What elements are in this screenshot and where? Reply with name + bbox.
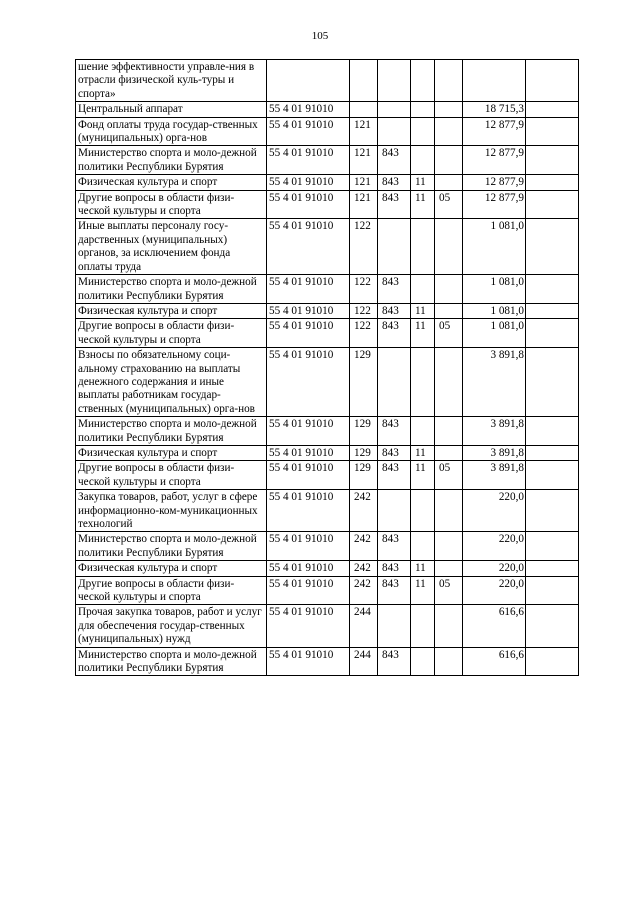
- expense-type-code-cell: 244: [350, 647, 378, 676]
- administrator-code-cell: 843: [378, 417, 411, 446]
- administrator-code-cell: 843: [378, 445, 411, 460]
- subsection-code-cell: 05: [435, 461, 463, 490]
- target-article-code-cell: 55 4 01 91010: [267, 576, 350, 605]
- target-article-code-cell: 55 4 01 91010: [267, 532, 350, 561]
- target-article-code-cell: 55 4 01 91010: [267, 190, 350, 219]
- target-article-code-cell: 55 4 01 91010: [267, 102, 350, 117]
- amount-cell: 220,0: [463, 561, 526, 576]
- extra-cell: [526, 348, 579, 417]
- expense-name-cell: Министерство спорта и моло-дежной политики Республики Бурятия: [76, 417, 267, 446]
- expense-name-cell: Министерство спорта и моло-дежной политики Республики Бурятия: [76, 275, 267, 304]
- expense-name-cell: Другие вопросы в области физи-ческой культуры и спорта: [76, 461, 267, 490]
- amount-cell: 220,0: [463, 576, 526, 605]
- extra-cell: [526, 445, 579, 460]
- expense-type-code-cell: 242: [350, 576, 378, 605]
- section-code-cell: [411, 102, 435, 117]
- expense-name-cell: шение эффективности управле-ния в отрасли физической куль-туры и спорта»: [76, 60, 267, 102]
- expense-name-cell: Министерство спорта и моло-дежной политики Республики Бурятия: [76, 647, 267, 676]
- target-article-code-cell: 55 4 01 91010: [267, 490, 350, 532]
- subsection-code-cell: [435, 303, 463, 318]
- administrator-code-cell: 843: [378, 175, 411, 190]
- section-code-cell: 11: [411, 576, 435, 605]
- subsection-code-cell: [435, 561, 463, 576]
- target-article-code-cell: 55 4 01 91010: [267, 445, 350, 460]
- extra-cell: [526, 219, 579, 275]
- section-code-cell: [411, 417, 435, 446]
- table-row: [76, 219, 579, 275]
- amount-cell: 18 715,3: [463, 102, 526, 117]
- amount-cell: 3 891,8: [463, 461, 526, 490]
- administrator-code-cell: 843: [378, 190, 411, 219]
- section-code-cell: 11: [411, 175, 435, 190]
- administrator-code-cell: [378, 60, 411, 102]
- table-row: [76, 490, 579, 532]
- extra-cell: [526, 605, 579, 647]
- amount-cell: 220,0: [463, 490, 526, 532]
- table-row: [76, 319, 579, 348]
- subsection-code-cell: [435, 605, 463, 647]
- administrator-code-cell: 843: [378, 146, 411, 175]
- target-article-code-cell: 55 4 01 91010: [267, 461, 350, 490]
- table-row: [76, 561, 579, 576]
- table-row: [76, 190, 579, 219]
- expense-type-code-cell: 122: [350, 303, 378, 318]
- extra-cell: [526, 175, 579, 190]
- subsection-code-cell: [435, 146, 463, 175]
- table-row: [76, 175, 579, 190]
- expense-name-cell: Центральный аппарат: [76, 102, 267, 117]
- table-row: [76, 605, 579, 647]
- subsection-code-cell: [435, 490, 463, 532]
- target-article-code-cell: 55 4 01 91010: [267, 275, 350, 304]
- expense-type-code-cell: 129: [350, 348, 378, 417]
- target-article-code-cell: 55 4 01 91010: [267, 561, 350, 576]
- expense-type-code-cell: 242: [350, 532, 378, 561]
- extra-cell: [526, 576, 579, 605]
- section-code-cell: 11: [411, 190, 435, 219]
- table-row: [76, 117, 579, 146]
- extra-cell: [526, 303, 579, 318]
- extra-cell: [526, 647, 579, 676]
- subsection-code-cell: [435, 348, 463, 417]
- section-code-cell: 11: [411, 303, 435, 318]
- target-article-code-cell: 55 4 01 91010: [267, 319, 350, 348]
- expense-name-cell: Закупка товаров, работ, услуг в сфере информационно-ком-муникационных технологий: [76, 490, 267, 532]
- expense-name-cell: Взносы по обязательному соци-альному страхованию на выплаты денежного содержания и иные выплаты работникам государ-ственных (муниципальных) орга-нов: [76, 348, 267, 417]
- amount-cell: 616,6: [463, 647, 526, 676]
- amount-cell: 1 081,0: [463, 219, 526, 275]
- table-row: [76, 461, 579, 490]
- extra-cell: [526, 532, 579, 561]
- expense-type-code-cell: 122: [350, 319, 378, 348]
- expense-name-cell: Физическая культура и спорт: [76, 175, 267, 190]
- extra-cell: [526, 417, 579, 446]
- section-code-cell: [411, 146, 435, 175]
- extra-cell: [526, 490, 579, 532]
- subsection-code-cell: [435, 647, 463, 676]
- extra-cell: [526, 60, 579, 102]
- expense-type-code-cell: 121: [350, 190, 378, 219]
- administrator-code-cell: [378, 102, 411, 117]
- section-code-cell: 11: [411, 445, 435, 460]
- expense-name-cell: Министерство спорта и моло-дежной политики Республики Бурятия: [76, 146, 267, 175]
- extra-cell: [526, 190, 579, 219]
- expense-type-code-cell: 121: [350, 175, 378, 190]
- expense-type-code-cell: 121: [350, 117, 378, 146]
- subsection-code-cell: [435, 445, 463, 460]
- table-row: [76, 60, 579, 102]
- table-row: [76, 445, 579, 460]
- table-body: [76, 60, 579, 676]
- section-code-cell: [411, 60, 435, 102]
- subsection-code-cell: [435, 417, 463, 446]
- subsection-code-cell: [435, 175, 463, 190]
- subsection-code-cell: [435, 219, 463, 275]
- amount-cell: [463, 60, 526, 102]
- section-code-cell: 11: [411, 461, 435, 490]
- expense-type-code-cell: 242: [350, 490, 378, 532]
- amount-cell: 1 081,0: [463, 275, 526, 304]
- section-code-cell: 11: [411, 319, 435, 348]
- expense-name-cell: Другие вопросы в области физи-ческой культуры и спорта: [76, 576, 267, 605]
- budget-table: [75, 59, 579, 676]
- target-article-code-cell: 55 4 01 91010: [267, 117, 350, 146]
- expense-type-code-cell: 242: [350, 561, 378, 576]
- section-code-cell: [411, 605, 435, 647]
- administrator-code-cell: [378, 490, 411, 532]
- section-code-cell: [411, 348, 435, 417]
- amount-cell: 3 891,8: [463, 417, 526, 446]
- administrator-code-cell: 843: [378, 303, 411, 318]
- expense-name-cell: Физическая культура и спорт: [76, 303, 267, 318]
- subsection-code-cell: [435, 60, 463, 102]
- target-article-code-cell: 55 4 01 91010: [267, 146, 350, 175]
- section-code-cell: [411, 219, 435, 275]
- expense-type-code-cell: [350, 102, 378, 117]
- administrator-code-cell: 843: [378, 275, 411, 304]
- extra-cell: [526, 461, 579, 490]
- target-article-code-cell: 55 4 01 91010: [267, 647, 350, 676]
- table-row: [76, 576, 579, 605]
- section-code-cell: [411, 490, 435, 532]
- subsection-code-cell: [435, 275, 463, 304]
- subsection-code-cell: [435, 532, 463, 561]
- administrator-code-cell: 843: [378, 461, 411, 490]
- expense-type-code-cell: 244: [350, 605, 378, 647]
- expense-name-cell: Физическая культура и спорт: [76, 561, 267, 576]
- table-row: [76, 102, 579, 117]
- amount-cell: 1 081,0: [463, 303, 526, 318]
- section-code-cell: [411, 275, 435, 304]
- amount-cell: 12 877,9: [463, 190, 526, 219]
- administrator-code-cell: [378, 348, 411, 417]
- amount-cell: 616,6: [463, 605, 526, 647]
- expense-type-code-cell: 129: [350, 461, 378, 490]
- table-row: [76, 417, 579, 446]
- target-article-code-cell: 55 4 01 91010: [267, 605, 350, 647]
- subsection-code-cell: [435, 102, 463, 117]
- section-code-cell: [411, 117, 435, 146]
- amount-cell: 12 877,9: [463, 175, 526, 190]
- page-number: 105: [311, 30, 329, 42]
- extra-cell: [526, 146, 579, 175]
- amount-cell: 3 891,8: [463, 348, 526, 417]
- administrator-code-cell: [378, 219, 411, 275]
- expense-type-code-cell: 129: [350, 417, 378, 446]
- table-row: [76, 647, 579, 676]
- table-row: [76, 532, 579, 561]
- administrator-code-cell: 843: [378, 532, 411, 561]
- subsection-code-cell: 05: [435, 576, 463, 605]
- expense-type-code-cell: 122: [350, 219, 378, 275]
- section-code-cell: [411, 532, 435, 561]
- target-article-code-cell: [267, 60, 350, 102]
- expense-type-code-cell: 121: [350, 146, 378, 175]
- administrator-code-cell: [378, 117, 411, 146]
- target-article-code-cell: 55 4 01 91010: [267, 417, 350, 446]
- section-code-cell: [411, 647, 435, 676]
- administrator-code-cell: 843: [378, 647, 411, 676]
- amount-cell: 3 891,8: [463, 445, 526, 460]
- expense-name-cell: Прочая закупка товаров, работ и услуг для обеспечения государ-ственных (муниципальных) нужд: [76, 605, 267, 647]
- expense-name-cell: Министерство спорта и моло-дежной политики Республики Бурятия: [76, 532, 267, 561]
- table-row: [76, 146, 579, 175]
- extra-cell: [526, 102, 579, 117]
- subsection-code-cell: 05: [435, 190, 463, 219]
- administrator-code-cell: [378, 605, 411, 647]
- target-article-code-cell: 55 4 01 91010: [267, 303, 350, 318]
- extra-cell: [526, 117, 579, 146]
- table-row: [76, 348, 579, 417]
- expense-type-code-cell: [350, 60, 378, 102]
- subsection-code-cell: [435, 117, 463, 146]
- administrator-code-cell: 843: [378, 561, 411, 576]
- extra-cell: [526, 561, 579, 576]
- target-article-code-cell: 55 4 01 91010: [267, 219, 350, 275]
- expense-type-code-cell: 122: [350, 275, 378, 304]
- amount-cell: 12 877,9: [463, 117, 526, 146]
- table-row: [76, 303, 579, 318]
- subsection-code-cell: 05: [435, 319, 463, 348]
- extra-cell: [526, 275, 579, 304]
- amount-cell: 220,0: [463, 532, 526, 561]
- expense-name-cell: Фонд оплаты труда государ-ственных (муниципальных) орга-нов: [76, 117, 267, 146]
- amount-cell: 1 081,0: [463, 319, 526, 348]
- table-row: [76, 275, 579, 304]
- administrator-code-cell: 843: [378, 319, 411, 348]
- expense-name-cell: Другие вопросы в области физи-ческой культуры и спорта: [76, 190, 267, 219]
- section-code-cell: 11: [411, 561, 435, 576]
- expense-name-cell: Иные выплаты персоналу госу-дарственных (муниципальных) органов, за исключением фонда оплаты труда: [76, 219, 267, 275]
- administrator-code-cell: 843: [378, 576, 411, 605]
- target-article-code-cell: 55 4 01 91010: [267, 175, 350, 190]
- expense-type-code-cell: 129: [350, 445, 378, 460]
- expense-name-cell: Физическая культура и спорт: [76, 445, 267, 460]
- amount-cell: 12 877,9: [463, 146, 526, 175]
- target-article-code-cell: 55 4 01 91010: [267, 348, 350, 417]
- extra-cell: [526, 319, 579, 348]
- expense-name-cell: Другие вопросы в области физи-ческой культуры и спорта: [76, 319, 267, 348]
